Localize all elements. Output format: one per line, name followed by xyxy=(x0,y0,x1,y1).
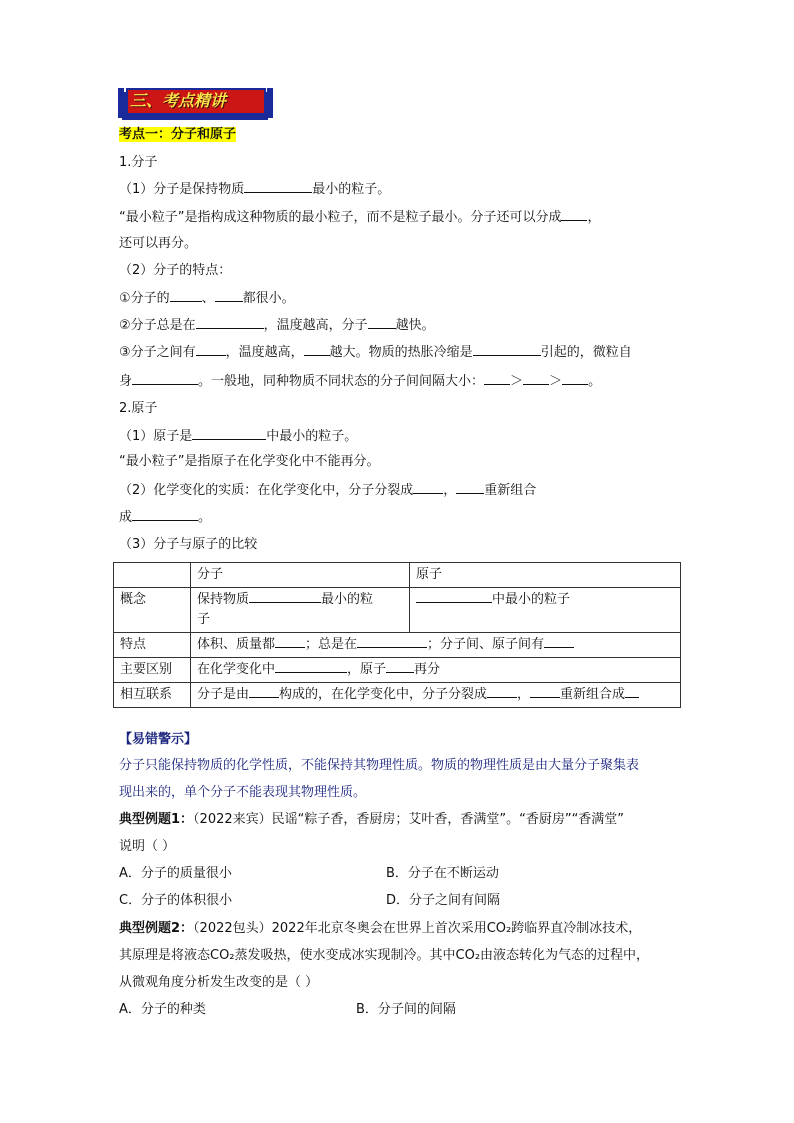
blank-line xyxy=(196,316,264,329)
atom-definition xyxy=(119,427,357,446)
text-fragment: ，原子 xyxy=(347,662,387,677)
table-header-molecule: 分子 xyxy=(191,563,410,588)
text-fragment: （1）原子是 xyxy=(119,429,193,444)
text-fragment: ，温度越高，分子 xyxy=(263,318,368,333)
text-fragment: 、 xyxy=(201,291,215,306)
example-label: 典型例题2： xyxy=(119,921,194,936)
warning-title: 【易错警示】 xyxy=(119,732,198,747)
table-row xyxy=(114,588,681,633)
table-cell xyxy=(191,588,410,633)
blank-line xyxy=(484,372,510,385)
chem-essence-line1 xyxy=(119,481,536,500)
blank-line xyxy=(132,508,198,521)
atom-note: “最小粒子”是指原子在化学变化中不能再分。 xyxy=(119,454,380,469)
row-label: 特点 xyxy=(114,633,191,658)
text-fragment: （2）化学变化的实质：在化学变化中，分子分裂成 xyxy=(119,483,414,498)
text-fragment: ；分子间、原子间有 xyxy=(427,637,545,652)
text-fragment: 体积、质量都 xyxy=(197,637,276,652)
topic-heading-line xyxy=(119,126,236,144)
table-header-row xyxy=(114,563,681,588)
example1-option-a: A．分子的质量很小 xyxy=(119,866,232,881)
blank-line xyxy=(275,660,347,673)
text-fragment: 中最小的粒子 xyxy=(492,592,571,607)
feature-1 xyxy=(119,289,295,308)
text-fragment: 再分 xyxy=(414,662,441,677)
blank-line xyxy=(304,343,330,356)
molecule-note-line2: 还可以再分。 xyxy=(119,236,198,251)
text-fragment: 。 xyxy=(588,374,602,389)
banner-right-edge xyxy=(267,88,273,118)
example2-line2: 其原理是将液态CO₂蒸发吸热，使水变成冰实现制冷。其中CO₂由液态转化为气态的过程中， xyxy=(119,948,650,963)
text-fragment: 越大。物质的热胀冷缩是 xyxy=(329,345,473,360)
table-row xyxy=(114,658,681,683)
table-cell xyxy=(114,563,191,588)
blank-line xyxy=(625,685,639,698)
text-fragment: ，温度越高， xyxy=(225,345,304,360)
text-fragment: ， xyxy=(517,687,531,702)
blank-line xyxy=(132,372,198,385)
example1-line1 xyxy=(119,811,624,829)
table-row xyxy=(114,633,681,658)
table-cell xyxy=(191,633,681,658)
row-label: 概念 xyxy=(114,588,191,633)
features-title: （2）分子的特点： xyxy=(119,263,232,278)
banner-title: 三、考点精讲 xyxy=(130,91,227,110)
text-fragment: 。 xyxy=(198,510,212,525)
chem-essence-line2 xyxy=(119,508,211,527)
blank-line xyxy=(192,427,266,440)
text-fragment: 中最小的粒子。 xyxy=(266,429,358,444)
text-fragment: 重新组合 xyxy=(484,483,537,498)
text-fragment: （2022来宾）民谣“粽子香，香厨房；艾叶香，香满堂”。“香厨房”“香满堂” xyxy=(193,812,625,827)
greater-than-sign: ＞ xyxy=(549,374,563,389)
table-cell xyxy=(191,683,681,708)
text-fragment: ， xyxy=(443,483,457,498)
blank-line xyxy=(523,372,549,385)
text-fragment: 身 xyxy=(119,374,133,389)
text-fragment: ， xyxy=(587,210,601,225)
banner-left-edge xyxy=(118,88,124,118)
blank-line xyxy=(473,343,541,356)
text-fragment: （2022包头）2022年北京冬奥会在世界上首次采用CO₂跨临界直冷制冰技术， xyxy=(193,921,642,936)
atom-title: 2.原子 xyxy=(119,401,158,416)
text-fragment: ①分子的 xyxy=(119,291,170,306)
text-fragment: ③分子之间有 xyxy=(119,345,196,360)
section-banner xyxy=(118,88,273,122)
blank-line xyxy=(249,685,279,698)
warning-line2: 现出来的，单个分子不能表现其物理性质。 xyxy=(119,785,367,800)
blank-line xyxy=(561,208,587,221)
blank-line xyxy=(275,635,305,648)
text-fragment: 最小的粒 xyxy=(321,592,374,607)
warning-line1: 分子只能保持物质的化学性质，不能保持其物理性质。物质的物理性质是由大量分子聚集表 xyxy=(119,758,640,773)
feature-3-line2 xyxy=(119,372,601,391)
blank-line xyxy=(215,289,243,302)
text-fragment: 构成的，在化学变化中，分子分裂成 xyxy=(279,687,488,702)
molecule-definition xyxy=(119,180,390,199)
text-fragment: 重新组合成 xyxy=(560,687,626,702)
text-fragment: 最小的粒子。 xyxy=(312,182,391,197)
text-fragment: ；总是在 xyxy=(305,637,358,652)
table-header-atom: 原子 xyxy=(410,563,681,588)
feature-3-line1 xyxy=(119,343,632,362)
topic-heading: 考点一：分子和原子 xyxy=(119,127,237,142)
table-cell xyxy=(410,588,681,633)
blank-line xyxy=(562,372,588,385)
example-label: 典型例题1： xyxy=(119,812,194,827)
text-fragment: 越快。 xyxy=(395,318,435,333)
text-fragment: 保持物质 xyxy=(197,592,250,607)
blank-line xyxy=(544,635,574,648)
text-fragment: 子 xyxy=(197,612,211,627)
text-fragment: 成 xyxy=(119,510,133,525)
table-cell xyxy=(191,658,681,683)
molecule-title: 1.分子 xyxy=(119,155,158,170)
text-fragment: 。一般地，同种物质不同状态的分子间间隔大小： xyxy=(198,374,485,389)
text-fragment: 分子是由 xyxy=(197,687,250,702)
blank-line xyxy=(386,660,414,673)
example2-option-a: A．分子的种类 xyxy=(119,1002,206,1017)
text-fragment: “最小粒子”是指构成这种物质的最小粒子，而不是粒子最小。分子还可以分成 xyxy=(119,210,562,225)
blank-line xyxy=(249,590,321,603)
compare-title: （3）分子与原子的比较 xyxy=(119,537,258,552)
example1-line2: 说明（ ） xyxy=(119,839,176,854)
blank-line xyxy=(196,343,226,356)
blank-line xyxy=(357,635,427,648)
example2-line1 xyxy=(119,920,641,938)
blank-line xyxy=(487,685,517,698)
example1-option-d: D．分子之间有间隔 xyxy=(386,893,501,908)
example2-option-b: B．分子间的间隔 xyxy=(356,1002,456,1017)
text-fragment: 都很小。 xyxy=(242,291,295,306)
row-label: 主要区别 xyxy=(114,658,191,683)
text-fragment: （1）分子是保持物质 xyxy=(119,182,245,197)
row-label: 相互联系 xyxy=(114,683,191,708)
blank-line xyxy=(368,316,396,329)
blank-line xyxy=(170,289,202,302)
blank-line xyxy=(456,481,484,494)
feature-2 xyxy=(119,316,435,335)
example1-option-b: B．分子在不断运动 xyxy=(386,866,499,881)
text-fragment: 在化学变化中 xyxy=(197,662,276,677)
blank-line xyxy=(244,180,312,193)
blank-line xyxy=(413,481,443,494)
table-row xyxy=(114,683,681,708)
text-fragment: ②分子总是在 xyxy=(119,318,196,333)
text-fragment: 引起的，微粒自 xyxy=(540,345,632,360)
molecule-note-line1 xyxy=(119,208,601,227)
greater-than-sign: ＞ xyxy=(510,374,524,389)
blank-line xyxy=(530,685,560,698)
example2-line3: 从微观角度分析发生改变的是（ ） xyxy=(119,975,319,990)
example1-option-c: C．分子的体积很小 xyxy=(119,893,233,908)
comparison-table xyxy=(113,562,681,708)
blank-line xyxy=(416,590,492,603)
